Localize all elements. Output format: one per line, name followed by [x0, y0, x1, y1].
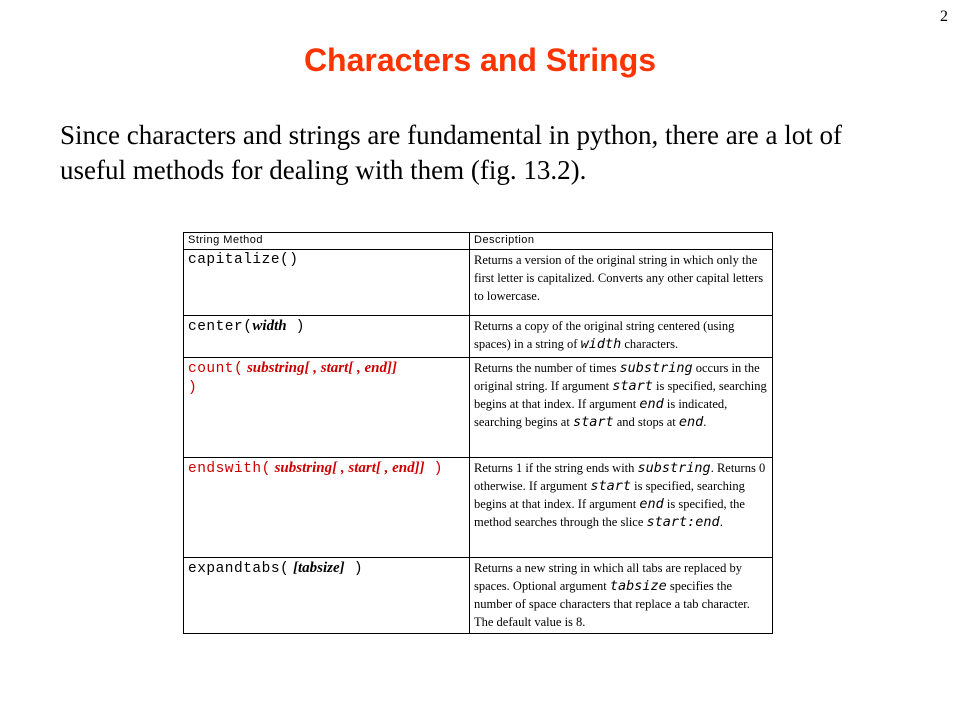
description-variable: end	[639, 496, 664, 512]
description-text: .	[703, 415, 707, 429]
table-header-row	[184, 233, 773, 250]
method-description-cell	[470, 250, 773, 316]
description-variable: start	[612, 378, 653, 394]
description-variable: substring	[619, 360, 693, 376]
description-text: Returns a new string in which all tabs are replaced by spaces. Optional argument	[474, 561, 742, 593]
method-args: [tabsize]	[289, 560, 345, 576]
method-close: )	[188, 380, 198, 396]
description-variable: substring	[637, 460, 711, 476]
table-row	[184, 316, 773, 358]
slide-title: Characters and Strings	[303, 42, 657, 78]
description-text: .	[719, 515, 723, 529]
description-text: Returns 1 if the string ends with	[474, 461, 638, 475]
table-row	[184, 558, 773, 634]
method-name: capitalize()	[188, 252, 299, 268]
method-name-cell	[184, 250, 470, 316]
description-variable: end	[639, 396, 664, 412]
description-text: . Returns 0 otherwise. If argument	[474, 461, 766, 493]
method-name: count(	[188, 361, 244, 377]
header-description: Description	[470, 233, 773, 250]
method-name-cell	[184, 358, 470, 458]
description-variable: width	[580, 336, 622, 352]
description-variable: start:end	[646, 514, 720, 530]
description-text: Returns a copy of the original string centered (using spaces) in a string of	[474, 319, 735, 351]
method-description: Returns a version of the original string in which only the first letter is capitalized. Converts any other capital letters to lowercase.	[474, 253, 764, 303]
string-methods-table	[183, 232, 773, 634]
method-close: )	[286, 319, 306, 335]
description-text: is indicated, searching begins at	[474, 397, 728, 429]
description-text: Returns the number of times	[474, 361, 620, 375]
method-close: )	[424, 461, 444, 477]
description-text: is specified, the method searches through the slice	[474, 497, 745, 529]
description-text: is specified, searching begins at that index. If argument	[474, 379, 767, 411]
header-string-method: String Method	[184, 233, 470, 250]
description-variable: end	[678, 414, 704, 430]
description-text: specifies the number of space characters that replace a tab character. The default value is 8.	[474, 579, 750, 629]
method-close: )	[344, 561, 364, 577]
method-name-cell	[184, 458, 470, 558]
table-row	[184, 358, 773, 458]
description-text: is specified, searching begins at that index. If argument	[474, 479, 745, 511]
method-description-cell	[470, 558, 773, 634]
method-description-cell	[470, 458, 773, 558]
slide-number: 2	[940, 8, 948, 25]
method-description-cell	[470, 358, 773, 458]
description-variable: start	[572, 414, 614, 430]
table-row	[184, 458, 773, 558]
method-name: endswith(	[188, 461, 271, 477]
method-description-cell	[470, 316, 773, 358]
method-name-cell	[184, 558, 470, 634]
description-variable: tabsize	[609, 578, 667, 594]
method-name: expandtabs(	[188, 561, 290, 577]
method-args: width	[252, 318, 287, 334]
table-row	[184, 250, 773, 316]
method-name: center(	[188, 319, 253, 335]
description-text: characters.	[621, 337, 679, 351]
description-text: occurs in the original string. If argument	[474, 361, 760, 393]
intro-paragraph: Since characters and strings are fundamental in python, there are a lot of useful methods for dealing with them (fig. 13.2).	[60, 120, 842, 185]
method-name-cell	[184, 316, 470, 358]
description-text: and stops at	[613, 415, 679, 429]
method-args: substring[ , start[ , end]]	[270, 460, 425, 476]
description-variable: start	[590, 478, 632, 494]
method-args: substring[ , start[ , end]]	[243, 360, 397, 376]
